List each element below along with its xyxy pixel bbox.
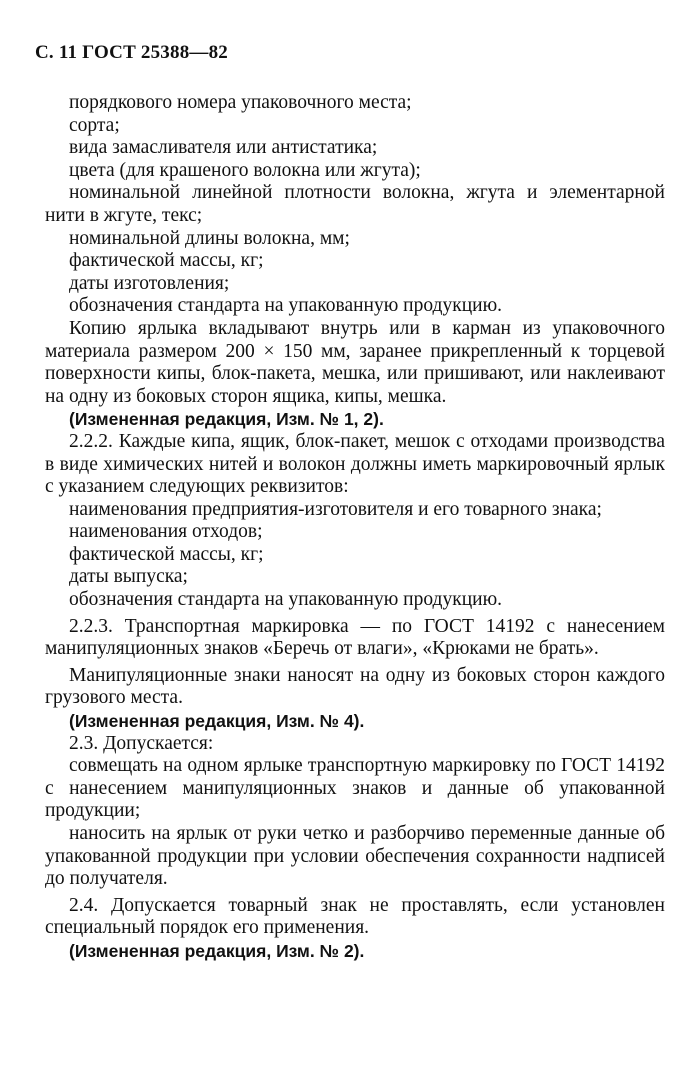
paragraph: Копию ярлыка вкладывают внутрь или в карман из упаковочного материала размером 200 × 150 мм, заранее прикрепленный к торцевой поверхности кипы, блок-пакета, мешка, или пришивают, или наклеивают на одну из боковых сторон ящика, кипы, мешка. [45, 317, 665, 407]
list-item: обозначения стандарта на упакованную продукцию. [69, 589, 503, 611]
list-item: обозначения стандарта на упакованную продукцию. [69, 295, 503, 317]
document-body [45, 92, 665, 963]
list-item: номинальной длины волокна, мм; [69, 227, 350, 249]
list-item: наименования отходов; [69, 521, 263, 543]
list-item: наносить на ярлык от руки четко и разборчиво переменные данные об упакованной продукции при условии обеспечения сохранности надписей до получателя. [45, 823, 665, 890]
list-item: наименования предприятия-изготовителя и его товарного знака; [69, 498, 602, 520]
list-item: фактической массы, кг; [69, 543, 264, 565]
list-item: совмещать на одном ярлыке транспортную маркировку по ГОСТ 14192 с нанесением манипуляционных знаков и данные об упакованной продукции; [45, 755, 665, 822]
amendment-note: (Измененная редакция, Изм. № 2). [69, 940, 365, 961]
page-header: С. 11 ГОСТ 25388—82 [35, 42, 228, 63]
list-item: цвета (для крашеного волокна или жгута); [69, 159, 421, 181]
list-item: даты изготовления; [69, 272, 230, 294]
list-item: номинальной линейной плотности волокна, жгута и элементарной нити в жгуте, текс; [45, 182, 665, 226]
paragraph: Манипуляционные знаки наносят на одну из боковых сторон каждого грузового места. [45, 664, 665, 709]
list-item: вида замасливателя или антистатика; [69, 137, 378, 159]
section-paragraph: 2.3. Допускается: [69, 732, 214, 754]
list-item: порядкового номера упаковочного места; [69, 92, 412, 113]
amendment-note: (Измененная редакция, Изм. № 4). [69, 711, 365, 732]
amendment-note: (Измененная редакция, Изм. № 1, 2). [69, 409, 384, 430]
section-paragraph: 2.2.2. Каждые кипа, ящик, блок-пакет, мешок с отходами производства в виде химических нитей и волокон должны иметь маркировочный ярлык с указанием следующих реквизитов: [45, 430, 665, 498]
list-item: даты выпуска; [69, 566, 188, 588]
section-paragraph: 2.4. Допускается товарный знак не проставлять, если установлен специальный порядок его применения. [45, 894, 665, 939]
section-paragraph: 2.2.3. Транспортная маркировка — по ГОСТ 14192 с нанесением манипуляционных знаков «Беречь от влаги», «Крюками не брать». [45, 615, 665, 660]
list-item: сорта; [69, 114, 120, 136]
list-item: фактической массы, кг; [69, 250, 264, 272]
